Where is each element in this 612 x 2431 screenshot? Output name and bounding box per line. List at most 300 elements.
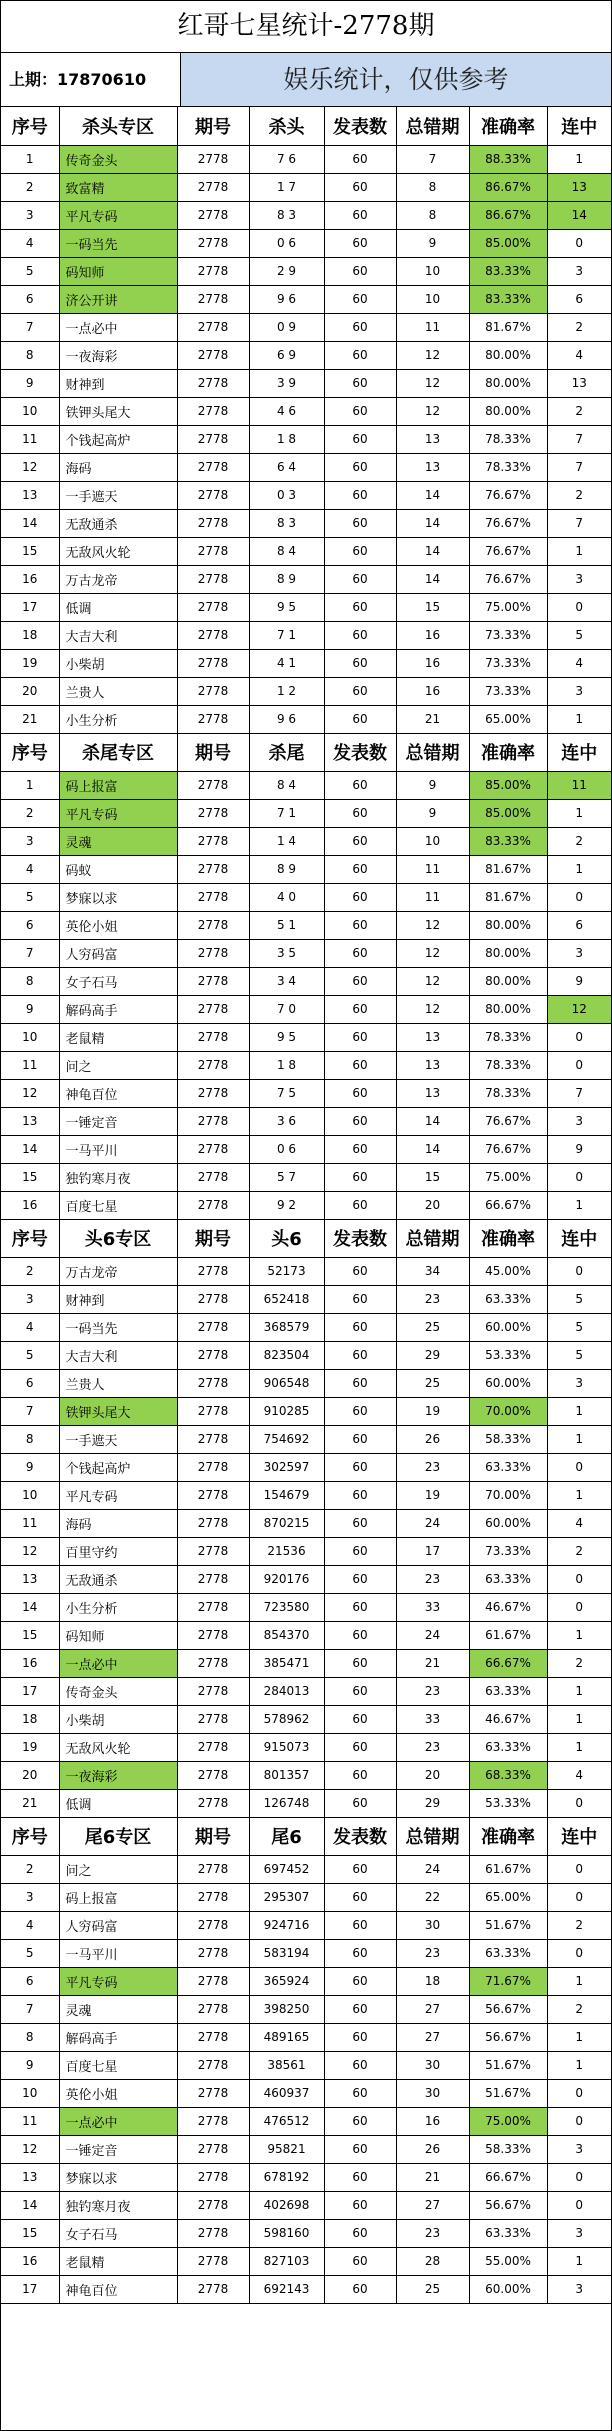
cell-errors: 23 [396, 1733, 469, 1761]
cell-published: 60 [324, 2107, 396, 2135]
cell-index: 11 [1, 1051, 59, 1079]
cell-errors: 19 [396, 1481, 469, 1509]
cell-accuracy: 86.67% [469, 173, 547, 201]
cell-accuracy: 78.33% [469, 453, 547, 481]
cell-issue: 2778 [177, 509, 249, 537]
cell-issue: 2778 [177, 173, 249, 201]
header-streak: 连中 [547, 1219, 611, 1257]
cell-issue: 2778 [177, 1621, 249, 1649]
cell-name: 铁钾头尾大 [59, 1397, 177, 1425]
cell-accuracy: 65.00% [469, 705, 547, 733]
cell-pick: 697452 [249, 1855, 324, 1883]
cell-published: 60 [324, 257, 396, 285]
cell-accuracy: 73.33% [469, 677, 547, 705]
cell-published: 60 [324, 1939, 396, 1967]
cell-errors: 16 [396, 649, 469, 677]
cell-name: 一马平川 [59, 1135, 177, 1163]
table-row [1, 1257, 611, 1285]
cell-accuracy: 56.67% [469, 2023, 547, 2051]
table-row [1, 369, 611, 397]
table-row [1, 911, 611, 939]
table-row [1, 453, 611, 481]
cell-issue: 2778 [177, 1051, 249, 1079]
cell-issue: 2778 [177, 425, 249, 453]
cell-issue: 2778 [177, 481, 249, 509]
cell-name: 女子石马 [59, 2219, 177, 2247]
cell-published: 60 [324, 621, 396, 649]
cell-name: 梦寐以求 [59, 883, 177, 911]
cell-streak: 0 [547, 1789, 611, 1817]
cell-index: 8 [1, 967, 59, 995]
cell-accuracy: 75.00% [469, 593, 547, 621]
cell-issue: 2778 [177, 1537, 249, 1565]
cell-issue: 2778 [177, 1341, 249, 1369]
table-row [1, 1911, 611, 1939]
cell-accuracy: 63.33% [469, 1733, 547, 1761]
cell-streak: 0 [547, 229, 611, 257]
cell-accuracy: 66.67% [469, 2163, 547, 2191]
cell-issue: 2778 [177, 145, 249, 173]
cell-name: 解码高手 [59, 2023, 177, 2051]
table-row [1, 1939, 611, 1967]
cell-name: 百里守约 [59, 1537, 177, 1565]
cell-errors: 9 [396, 229, 469, 257]
cell-issue: 2778 [177, 1789, 249, 1817]
cell-streak: 1 [547, 1621, 611, 1649]
header-pick: 杀尾 [249, 733, 324, 771]
cell-streak: 0 [547, 1883, 611, 1911]
cell-accuracy: 55.00% [469, 2247, 547, 2275]
cell-accuracy: 63.33% [469, 1285, 547, 1313]
cell-accuracy: 78.33% [469, 1023, 547, 1051]
cell-published: 60 [324, 285, 396, 313]
cell-accuracy: 68.33% [469, 1761, 547, 1789]
cell-errors: 10 [396, 285, 469, 313]
cell-published: 60 [324, 1565, 396, 1593]
table-row [1, 537, 611, 565]
cell-pick: 4 6 [249, 397, 324, 425]
cell-published: 60 [324, 705, 396, 733]
table-row [1, 2051, 611, 2079]
cell-pick: 95821 [249, 2135, 324, 2163]
cell-issue: 2778 [177, 1023, 249, 1051]
cell-published: 60 [324, 1883, 396, 1911]
cell-pick: 6 9 [249, 341, 324, 369]
cell-index: 4 [1, 855, 59, 883]
cell-name: 海码 [59, 1509, 177, 1537]
cell-issue: 2778 [177, 1705, 249, 1733]
cell-pick: 4 1 [249, 649, 324, 677]
cell-issue: 2778 [177, 229, 249, 257]
cell-streak: 3 [547, 677, 611, 705]
cell-accuracy: 78.33% [469, 1051, 547, 1079]
cell-pick: 402698 [249, 2191, 324, 2219]
cell-errors: 19 [396, 1397, 469, 1425]
cell-accuracy: 60.00% [469, 1313, 547, 1341]
cell-pick: 476512 [249, 2107, 324, 2135]
cell-pick: 1 7 [249, 173, 324, 201]
cell-errors: 25 [396, 1369, 469, 1397]
cell-index: 14 [1, 2191, 59, 2219]
cell-pick: 0 6 [249, 229, 324, 257]
table-row [1, 1967, 611, 1995]
cell-issue: 2778 [177, 995, 249, 1023]
table-row [1, 397, 611, 425]
cell-name: 码上报富 [59, 771, 177, 799]
table-row [1, 1481, 611, 1509]
cell-errors: 16 [396, 677, 469, 705]
table-row [1, 2107, 611, 2135]
cell-accuracy: 75.00% [469, 2107, 547, 2135]
cell-issue: 2778 [177, 2275, 249, 2303]
header-name: 杀尾专区 [59, 733, 177, 771]
cell-pick: 38561 [249, 2051, 324, 2079]
cell-pick: 3 4 [249, 967, 324, 995]
cell-published: 60 [324, 1761, 396, 1789]
cell-streak: 3 [547, 2135, 611, 2163]
header-accuracy: 准确率 [469, 1219, 547, 1257]
cell-accuracy: 76.67% [469, 565, 547, 593]
cell-issue: 2778 [177, 341, 249, 369]
cell-pick: 7 5 [249, 1079, 324, 1107]
cell-issue: 2778 [177, 1593, 249, 1621]
cell-issue: 2778 [177, 1163, 249, 1191]
cell-name: 女子石马 [59, 967, 177, 995]
cell-streak: 2 [547, 1995, 611, 2023]
table-row [1, 1537, 611, 1565]
cell-errors: 18 [396, 1967, 469, 1995]
header-issue: 期号 [177, 1817, 249, 1855]
cell-index: 3 [1, 1285, 59, 1313]
cell-streak: 0 [547, 2107, 611, 2135]
cell-streak: 2 [547, 481, 611, 509]
cell-streak: 0 [547, 1939, 611, 1967]
cell-published: 60 [324, 677, 396, 705]
table-row [1, 1621, 611, 1649]
cell-accuracy: 80.00% [469, 369, 547, 397]
cell-accuracy: 63.33% [469, 2219, 547, 2247]
cell-pick: 870215 [249, 1509, 324, 1537]
cell-accuracy: 81.67% [469, 855, 547, 883]
cell-published: 60 [324, 313, 396, 341]
cell-name: 兰贵人 [59, 1369, 177, 1397]
cell-published: 60 [324, 369, 396, 397]
cell-issue: 2778 [177, 201, 249, 229]
cell-name: 问之 [59, 1855, 177, 1883]
cell-issue: 2778 [177, 1677, 249, 1705]
table-row [1, 201, 611, 229]
cell-errors: 14 [396, 1135, 469, 1163]
cell-streak: 1 [547, 799, 611, 827]
header-published: 发表数 [324, 107, 396, 145]
cell-published: 60 [324, 341, 396, 369]
cell-pick: 4 0 [249, 883, 324, 911]
cell-index: 8 [1, 2023, 59, 2051]
cell-streak: 0 [547, 1855, 611, 1883]
cell-issue: 2778 [177, 939, 249, 967]
cell-streak: 7 [547, 425, 611, 453]
cell-accuracy: 88.33% [469, 145, 547, 173]
cell-name: 问之 [59, 1051, 177, 1079]
cell-errors: 15 [396, 1163, 469, 1191]
cell-streak: 1 [547, 1705, 611, 1733]
cell-name: 平凡专码 [59, 201, 177, 229]
cell-index: 8 [1, 341, 59, 369]
cell-index: 5 [1, 883, 59, 911]
cell-issue: 2778 [177, 1257, 249, 1285]
cell-name: 码蚁 [59, 855, 177, 883]
cell-index: 17 [1, 1677, 59, 1705]
cell-name: 铁钾头尾大 [59, 397, 177, 425]
cell-streak: 3 [547, 939, 611, 967]
cell-published: 60 [324, 995, 396, 1023]
cell-name: 一锤定音 [59, 2135, 177, 2163]
cell-issue: 2778 [177, 1107, 249, 1135]
cell-published: 60 [324, 397, 396, 425]
cell-streak: 4 [547, 1761, 611, 1789]
cell-index: 13 [1, 2163, 59, 2191]
table-row [1, 799, 611, 827]
cell-streak: 1 [547, 705, 611, 733]
cell-errors: 25 [396, 1313, 469, 1341]
cell-issue: 2778 [177, 621, 249, 649]
cell-issue: 2778 [177, 453, 249, 481]
cell-name: 解码高手 [59, 995, 177, 1023]
last-issue-value: 17870610 [57, 70, 147, 89]
table-row [1, 1509, 611, 1537]
cell-pick: 21536 [249, 1537, 324, 1565]
cell-published: 60 [324, 855, 396, 883]
cell-index: 16 [1, 1191, 59, 1219]
cell-errors: 12 [396, 911, 469, 939]
cell-issue: 2778 [177, 649, 249, 677]
cell-errors: 23 [396, 1565, 469, 1593]
cell-issue: 2778 [177, 537, 249, 565]
cell-streak: 1 [547, 2051, 611, 2079]
cell-accuracy: 85.00% [469, 229, 547, 257]
table-row [1, 1677, 611, 1705]
cell-accuracy: 73.33% [469, 1537, 547, 1565]
cell-index: 6 [1, 1967, 59, 1995]
cell-issue: 2778 [177, 2247, 249, 2275]
table-row [1, 855, 611, 883]
cell-issue: 2778 [177, 1079, 249, 1107]
cell-issue: 2778 [177, 2163, 249, 2191]
table-row [1, 1565, 611, 1593]
cell-errors: 25 [396, 2275, 469, 2303]
cell-name: 万古龙帝 [59, 565, 177, 593]
cell-accuracy: 75.00% [469, 1163, 547, 1191]
cell-errors: 17 [396, 1537, 469, 1565]
cell-errors: 12 [396, 341, 469, 369]
section-header-row [1, 1817, 611, 1855]
cell-streak: 0 [547, 1023, 611, 1051]
cell-streak: 1 [547, 537, 611, 565]
cell-published: 60 [324, 1911, 396, 1939]
table-row [1, 229, 611, 257]
cell-issue: 2778 [177, 285, 249, 313]
cell-accuracy: 63.33% [469, 1677, 547, 1705]
cell-index: 15 [1, 537, 59, 565]
cell-name: 平凡专码 [59, 1967, 177, 1995]
cell-streak: 11 [547, 771, 611, 799]
cell-streak: 0 [547, 593, 611, 621]
cell-streak: 1 [547, 2247, 611, 2275]
header-index: 序号 [1, 1817, 59, 1855]
cell-errors: 23 [396, 1453, 469, 1481]
cell-index: 13 [1, 481, 59, 509]
cell-streak: 0 [547, 1163, 611, 1191]
cell-errors: 33 [396, 1705, 469, 1733]
cell-index: 21 [1, 705, 59, 733]
cell-errors: 29 [396, 1789, 469, 1817]
cell-issue: 2778 [177, 1369, 249, 1397]
header-issue: 期号 [177, 733, 249, 771]
cell-name: 无敌通杀 [59, 1565, 177, 1593]
cell-name: 兰贵人 [59, 677, 177, 705]
cell-accuracy: 80.00% [469, 911, 547, 939]
header-streak: 连中 [547, 1817, 611, 1855]
disclaimer-banner: 娱乐统计，仅供参考 [181, 53, 611, 106]
cell-pick: 7 6 [249, 145, 324, 173]
header-streak: 连中 [547, 733, 611, 771]
cell-name: 人穷码富 [59, 1911, 177, 1939]
cell-errors: 12 [396, 995, 469, 1023]
header-published: 发表数 [324, 1219, 396, 1257]
cell-errors: 30 [396, 1911, 469, 1939]
cell-index: 9 [1, 369, 59, 397]
cell-streak: 2 [547, 1537, 611, 1565]
cell-pick: 1 2 [249, 677, 324, 705]
cell-accuracy: 83.33% [469, 257, 547, 285]
cell-streak: 4 [547, 1509, 611, 1537]
cell-accuracy: 86.67% [469, 201, 547, 229]
cell-pick: 0 9 [249, 313, 324, 341]
cell-index: 12 [1, 1079, 59, 1107]
cell-issue: 2778 [177, 2219, 249, 2247]
cell-streak: 9 [547, 967, 611, 995]
cell-name: 平凡专码 [59, 799, 177, 827]
cell-name: 一夜海彩 [59, 341, 177, 369]
table-row [1, 257, 611, 285]
cell-streak: 0 [547, 1051, 611, 1079]
cell-published: 60 [324, 565, 396, 593]
cell-published: 60 [324, 939, 396, 967]
table-row [1, 1453, 611, 1481]
cell-errors: 14 [396, 537, 469, 565]
cell-index: 17 [1, 593, 59, 621]
cell-published: 60 [324, 1621, 396, 1649]
cell-index: 15 [1, 1163, 59, 1191]
cell-published: 60 [324, 1481, 396, 1509]
cell-accuracy: 81.67% [469, 883, 547, 911]
cell-pick: 924716 [249, 1911, 324, 1939]
cell-name: 一点必中 [59, 2107, 177, 2135]
cell-published: 60 [324, 2247, 396, 2275]
cell-streak: 1 [547, 1425, 611, 1453]
cell-errors: 7 [396, 145, 469, 173]
cell-issue: 2778 [177, 705, 249, 733]
cell-issue: 2778 [177, 967, 249, 995]
cell-name: 一码当先 [59, 229, 177, 257]
cell-published: 60 [324, 1649, 396, 1677]
cell-index: 15 [1, 1621, 59, 1649]
table-row [1, 677, 611, 705]
cell-index: 1 [1, 145, 59, 173]
cell-published: 60 [324, 1593, 396, 1621]
cell-pick: 1 8 [249, 425, 324, 453]
cell-index: 18 [1, 1705, 59, 1733]
cell-name: 一码当先 [59, 1313, 177, 1341]
cell-index: 5 [1, 1939, 59, 1967]
cell-index: 20 [1, 677, 59, 705]
cell-name: 神龟百位 [59, 1079, 177, 1107]
cell-name: 一点必中 [59, 313, 177, 341]
cell-streak: 3 [547, 565, 611, 593]
cell-index: 2 [1, 173, 59, 201]
table-row [1, 1705, 611, 1733]
cell-name: 百度七星 [59, 2051, 177, 2079]
cell-index: 7 [1, 1397, 59, 1425]
cell-issue: 2778 [177, 257, 249, 285]
cell-issue: 2778 [177, 911, 249, 939]
cell-streak: 2 [547, 1649, 611, 1677]
last-issue-label: 上期： [9, 70, 58, 89]
table-row [1, 1023, 611, 1051]
cell-accuracy: 80.00% [469, 341, 547, 369]
cell-pick: 489165 [249, 2023, 324, 2051]
cell-index: 10 [1, 397, 59, 425]
cell-pick: 7 0 [249, 995, 324, 1023]
cell-issue: 2778 [177, 1397, 249, 1425]
table-row [1, 313, 611, 341]
cell-name: 小生分析 [59, 1593, 177, 1621]
cell-published: 60 [324, 2163, 396, 2191]
header-issue: 期号 [177, 1219, 249, 1257]
stats-table [1, 107, 611, 2304]
cell-index: 21 [1, 1789, 59, 1817]
cell-pick: 0 6 [249, 1135, 324, 1163]
cell-name: 码知师 [59, 257, 177, 285]
table-row [1, 771, 611, 799]
cell-errors: 23 [396, 1285, 469, 1313]
cell-name: 低调 [59, 1789, 177, 1817]
header-index: 序号 [1, 107, 59, 145]
cell-index: 2 [1, 1855, 59, 1883]
cell-name: 传奇金头 [59, 145, 177, 173]
table-row [1, 1995, 611, 2023]
cell-accuracy: 53.33% [469, 1789, 547, 1817]
header-published: 发表数 [324, 1817, 396, 1855]
header-name: 杀头专区 [59, 107, 177, 145]
cell-accuracy: 78.33% [469, 1079, 547, 1107]
table-row [1, 1397, 611, 1425]
cell-accuracy: 51.67% [469, 2051, 547, 2079]
cell-pick: 52173 [249, 1257, 324, 1285]
cell-index: 3 [1, 201, 59, 229]
cell-errors: 28 [396, 2247, 469, 2275]
cell-accuracy: 63.33% [469, 1939, 547, 1967]
cell-pick: 578962 [249, 1705, 324, 1733]
cell-pick: 9 2 [249, 1191, 324, 1219]
header-published: 发表数 [324, 733, 396, 771]
cell-issue: 2778 [177, 2079, 249, 2107]
cell-errors: 30 [396, 2051, 469, 2079]
cell-published: 60 [324, 1163, 396, 1191]
table-row [1, 2023, 611, 2051]
cell-name: 百度七星 [59, 1191, 177, 1219]
cell-pick: 8 4 [249, 537, 324, 565]
